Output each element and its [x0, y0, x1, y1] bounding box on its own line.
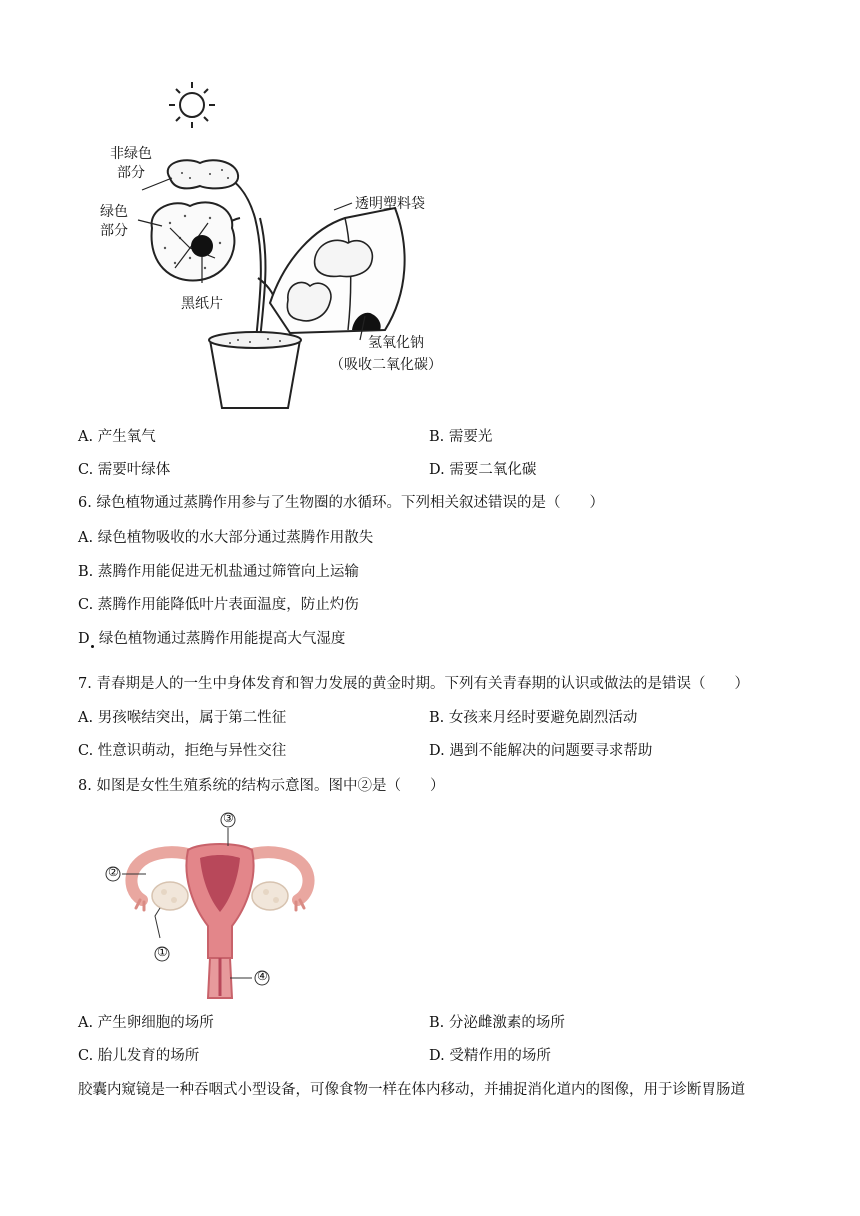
option-text: 胎儿发育的场所 [97, 1048, 200, 1064]
label-black-paper: 黑纸片 [181, 296, 223, 312]
option-letter: C. [78, 1048, 94, 1064]
q5-option-a[interactable] [78, 425, 156, 446]
label-naoh-note: （吸收二氧化碳） [330, 357, 442, 373]
option-letter: D. [429, 462, 445, 478]
figure-label-3: ③ [223, 811, 234, 825]
q7-option-c[interactable] [78, 739, 286, 760]
q7-option-b[interactable] [429, 706, 637, 727]
q6-option-d[interactable] [78, 627, 345, 648]
option-letter: D. [429, 1048, 445, 1064]
option-text: 遇到不能解决的问题要寻求帮助 [449, 743, 653, 759]
option-text: 受精作用的场所 [449, 1048, 551, 1064]
stray-dot [91, 645, 94, 648]
q6-option-a[interactable] [78, 526, 373, 547]
option-text: 产生卵细胞的场所 [97, 1015, 214, 1031]
option-text: 性意识萌动，拒绝与异性交往 [97, 743, 287, 759]
option-text: 需要叶绿体 [97, 462, 171, 478]
label-non-green-1: 非绿色 [110, 146, 152, 162]
figure-label-1: ① [157, 945, 168, 959]
q8-option-c[interactable] [78, 1044, 199, 1065]
female-reproductive-figure [100, 808, 340, 1004]
option-letter: B. [78, 564, 94, 580]
option-text: 绿色植物吸收的水大部分通过蒸腾作用散失 [97, 530, 374, 546]
q6-option-c[interactable] [78, 593, 359, 614]
sun-icon [169, 82, 215, 128]
ovary-right [252, 882, 288, 910]
q6-option-b[interactable] [78, 560, 359, 581]
option-letter: C. [78, 597, 94, 613]
q8-option-d[interactable] [429, 1044, 551, 1065]
option-text: 蒸腾作用能降低叶片表面温度，防止灼伤 [97, 597, 359, 613]
passage-text: 胶囊内窥镜是一种吞咽式小型设备，可像食物一样在体内移动，并捕捉消化道内的图像，用于诊断胃肠道 [78, 1082, 745, 1098]
q5-option-d[interactable] [429, 458, 536, 479]
option-letter: A. [78, 429, 94, 445]
label-plastic-bag: 透明塑料袋 [355, 196, 425, 212]
option-letter: D [78, 631, 90, 647]
label-green-1: 绿色 [100, 204, 128, 220]
option-letter: A. [78, 530, 94, 546]
q8-option-a[interactable] [78, 1011, 214, 1032]
option-letter: A. [78, 1015, 94, 1031]
q7-option-d[interactable] [429, 739, 652, 760]
top-leaf [168, 160, 238, 188]
option-text: 绿色植物通过蒸腾作用能提高大气湿度 [98, 631, 346, 647]
option-text: 蒸腾作用能促进无机盐通过筛管向上运输 [97, 564, 359, 580]
option-letter: B. [429, 1015, 445, 1031]
q7-option-a[interactable] [78, 706, 286, 727]
figure-label-2: ② [108, 865, 119, 879]
ovary-left [152, 882, 188, 910]
q7-stem: 7. 青春期是人的一生中身体发育和智力发展的黄金时期。下列有关青春期的认识或做法的是错误（ ） [78, 676, 749, 692]
label-non-green-2: 部分 [117, 165, 145, 181]
label-green-2: 部分 [100, 223, 128, 239]
flower-pot [210, 340, 300, 408]
option-letter: A. [78, 710, 94, 726]
option-letter: B. [429, 710, 445, 726]
option-letter: C. [78, 743, 94, 759]
option-text: 分泌雌激素的场所 [448, 1015, 565, 1031]
option-text: 需要光 [448, 429, 493, 445]
option-text: 产生氧气 [97, 429, 156, 445]
q8-stem: 8. 如图是女性生殖系统的结构示意图。图中②是（ ） [78, 778, 445, 794]
option-letter: C. [78, 462, 94, 478]
option-letter: B. [429, 429, 445, 445]
q6-stem: 6. 绿色植物通过蒸腾作用参与了生物圈的水循环。下列相关叙述错误的是（ ） [78, 495, 604, 511]
option-text: 需要二氧化碳 [449, 462, 537, 478]
option-text: 女孩来月经时要避免剧烈活动 [448, 710, 638, 726]
option-letter: D. [429, 743, 445, 759]
black-paper [191, 235, 213, 257]
q5-option-b[interactable] [429, 425, 492, 446]
figure-label-4: ④ [257, 969, 268, 983]
q8-option-b[interactable] [429, 1011, 565, 1032]
option-text: 男孩喉结突出，属于第二性征 [97, 710, 287, 726]
q5-option-c[interactable] [78, 458, 170, 479]
label-naoh: 氢氧化钠 [368, 335, 424, 351]
